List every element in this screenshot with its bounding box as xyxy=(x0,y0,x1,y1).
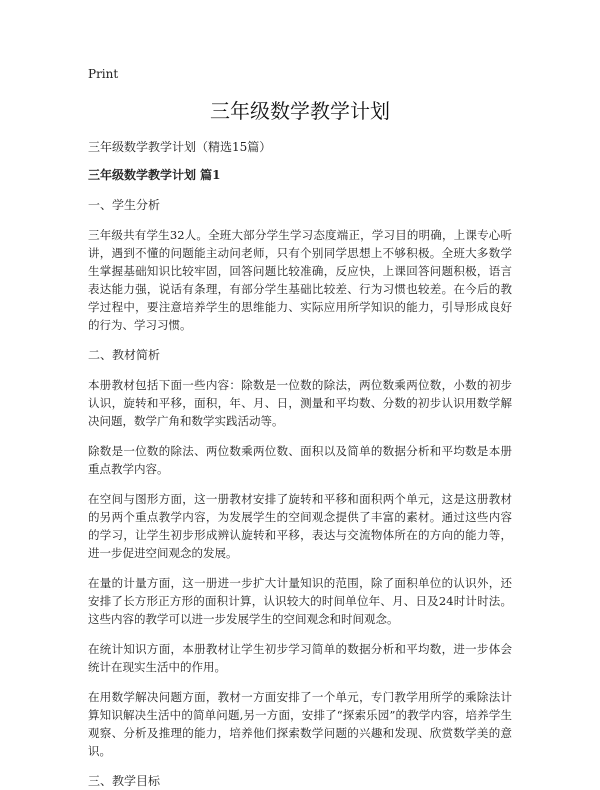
heading-student-analysis: 一、学生分析 xyxy=(88,198,161,212)
paragraph-problem-solving: 在用数学解决问题方面，教材一方面安排了一个单元，专门教学用所学的乘除法计算知识解决生活中的简单问题,另一方面，安排了“探索乐园”的教学内容，培养学生观察、分析及推理的能力，培养他们探索数学问题的兴趣和发现、欣赏数学美的意识。 xyxy=(88,690,512,758)
heading-textbook-analysis: 二、教材简析 xyxy=(88,348,161,362)
document-title: 三年级数学教学计划 xyxy=(210,99,390,123)
print-link[interactable]: Print xyxy=(88,67,119,81)
heading-teaching-goals: 三、教学目标 xyxy=(88,774,161,788)
paragraph-textbook-contents: 本册教材包括下面一些内容：除数是一位数的除法，两位数乘两位数，小数的初步认识，旋转和平移，面积，年、月、日，测量和平均数、分数的初步认识用数学解决问题，数学广角和数学实践活动等。 xyxy=(88,378,512,428)
paragraph-measurement: 在量的计量方面，这一册进一步扩大计量知识的范围，除了面积单位的认识外，还安排了长方形正方形的面积计算，认识较大的时间单位年、月、日及24时计时法。这些内容的教学可以进一步发展学生的空间观念和时间观念。 xyxy=(88,576,512,626)
document-subtitle: 三年级数学教学计划（精选15篇） xyxy=(88,140,272,154)
paragraph-key-content: 除数是一位数的除法、两位数乘两位数、面积以及简单的数据分析和平均数是本册重点教学内容。 xyxy=(88,444,512,476)
paragraph-student-analysis: 三年级共有学生32人。全班大部分学生学习态度端正，学习目的明确，上课专心听讲，遇到不懂的问题能主动问老师，只有个别同学思想上不够积极。全班大多数学生掌握基础知识比较牢固，回答问题比较准确，反应快，上课回答问题积极，语言表达能力强，说话有条理，有部分学生基础比较差、行为习惯也较差。在今后的教学过程中，要注意培养学生的思维能力、实际应用所学知识的能力，引导形成良好的行为、学习习惯。 xyxy=(88,228,512,332)
paragraph-space-geometry: 在空间与图形方面，这一册教材安排了旋转和平移和面积两个单元，这是这册教材的另两个重点教学内容，为发展学生的空间观念提供了丰富的素材。通过这些内容的学习，让学生初步形成辨认旋转和平移，表达与交流物体所在的方向的能力等，进一步促进空间观念的发展。 xyxy=(88,492,512,560)
section-title: 三年级数学教学计划 篇1 xyxy=(88,168,221,182)
paragraph-statistics: 在统计知识方面，本册教材让学生初步学习简单的数据分析和平均数，进一步体会统计在现实生活中的作用。 xyxy=(88,642,512,674)
